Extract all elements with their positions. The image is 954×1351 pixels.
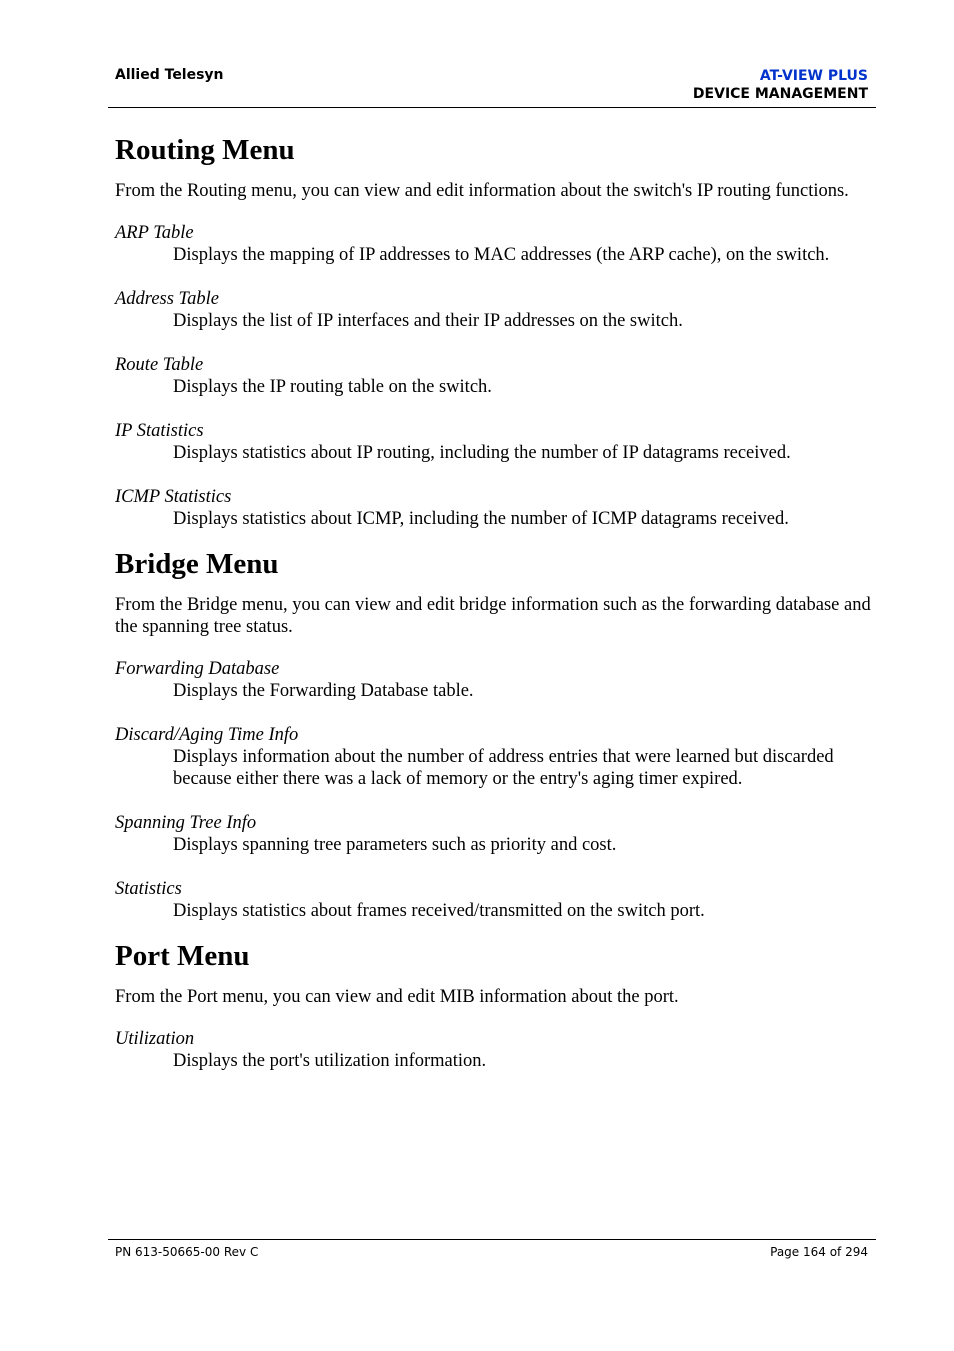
section-heading-port: Port Menu xyxy=(115,940,250,972)
definition-item xyxy=(115,222,875,266)
definition-item xyxy=(115,812,875,856)
definition-description: Displays statistics about IP routing, including the number of IP datagrams received. xyxy=(173,443,791,463)
header-divider xyxy=(108,107,876,108)
definition-item xyxy=(115,724,875,790)
definition-description: Displays the port's utilization information. xyxy=(173,1051,487,1071)
definition-description: Displays the IP routing table on the switch. xyxy=(173,377,492,397)
definition-description: Displays statistics about frames received/transmitted on the switch port. xyxy=(173,901,705,921)
definition-description: Displays statistics about ICMP, including the number of ICMP datagrams received. xyxy=(173,509,789,529)
header-title-block xyxy=(693,67,868,103)
definition-item xyxy=(115,1028,875,1072)
definition-item xyxy=(115,658,875,702)
header-product: AT-VIEW PLUS xyxy=(759,68,868,84)
definition-description: Displays information about the number of address entries that were learned but discarded because either there was a lack of memory or the entry's aging timer expired. xyxy=(173,747,834,789)
footer-divider xyxy=(108,1239,876,1240)
footer-part-number: PN 613-50665-00 Rev C xyxy=(115,1245,259,1259)
section-heading-bridge: Bridge Menu xyxy=(115,548,279,580)
page-content xyxy=(115,132,875,1076)
definition-item xyxy=(115,420,875,464)
definition-term: Spanning Tree Info xyxy=(115,813,257,833)
definition-item xyxy=(115,354,875,398)
definition-item xyxy=(115,486,875,530)
definition-description: Displays spanning tree parameters such as priority and cost. xyxy=(173,835,617,855)
footer-page-number: Page 164 of 294 xyxy=(770,1245,868,1259)
section-intro-port: From the Port menu, you can view and edit MIB information about the port. xyxy=(115,987,679,1007)
definition-description: Displays the Forwarding Database table. xyxy=(173,681,474,701)
definition-term: IP Statistics xyxy=(115,421,204,441)
definition-item xyxy=(115,288,875,332)
section-heading-routing: Routing Menu xyxy=(115,134,295,166)
definition-item xyxy=(115,878,875,922)
section-intro-bridge: From the Bridge menu, you can view and edit bridge information such as the forwarding database and the spanning tree status. xyxy=(115,595,871,637)
definition-term: Forwarding Database xyxy=(115,659,280,679)
definition-term: ICMP Statistics xyxy=(115,487,232,507)
definition-term: ARP Table xyxy=(115,223,194,243)
definition-term: Statistics xyxy=(115,879,182,899)
definition-term: Address Table xyxy=(115,289,219,309)
definition-description: Displays the list of IP interfaces and their IP addresses on the switch. xyxy=(173,311,683,331)
section-intro-routing: From the Routing menu, you can view and edit information about the switch's IP routing functions. xyxy=(115,181,849,201)
definition-term: Utilization xyxy=(115,1029,195,1049)
header-section: DEVICE MANAGEMENT xyxy=(692,86,868,102)
header-company: Allied Telesyn xyxy=(115,67,224,83)
definition-term: Discard/Aging Time Info xyxy=(115,725,299,745)
definition-description: Displays the mapping of IP addresses to MAC addresses (the ARP cache), on the switch. xyxy=(173,245,830,265)
definition-term: Route Table xyxy=(115,355,204,375)
